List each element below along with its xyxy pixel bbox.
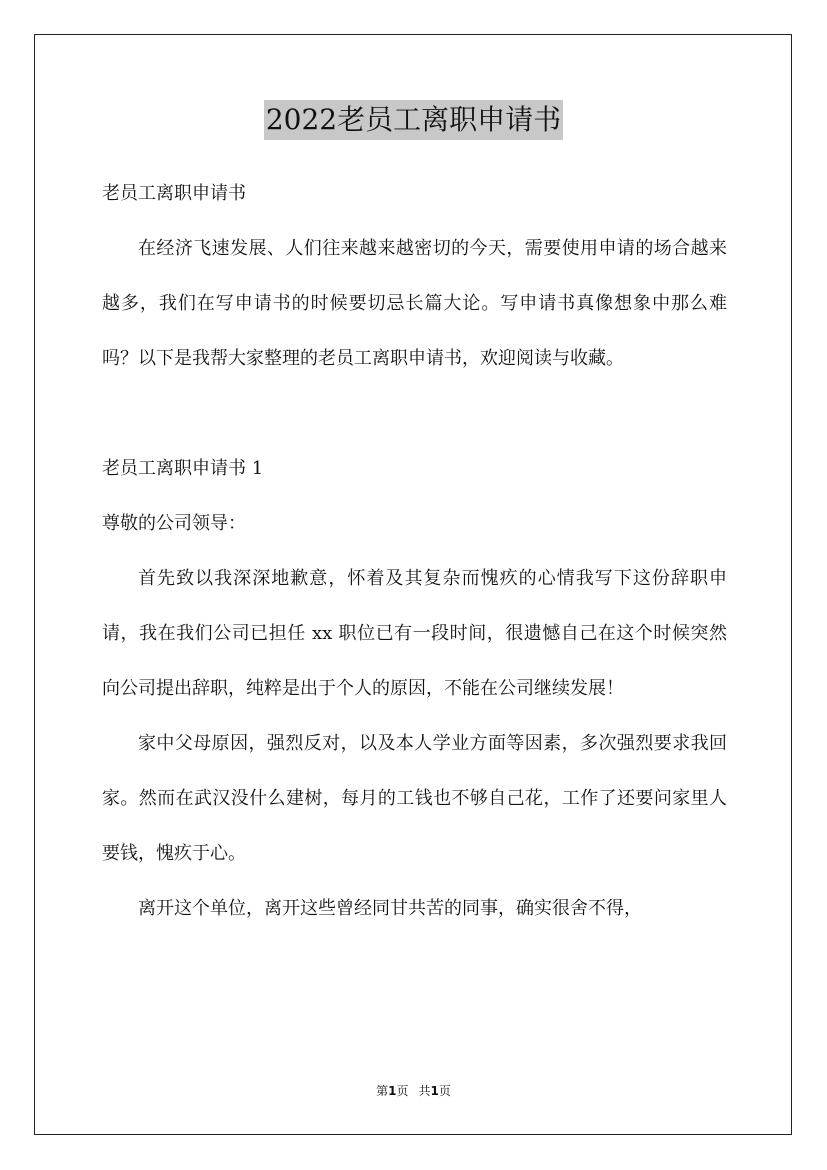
paragraph-spacer	[102, 386, 727, 441]
title-container	[0, 100, 827, 140]
footer-total-suffix: 页	[438, 1084, 451, 1098]
body-paragraph: 离开这个单位，离开这些曾经同甘共苦的同事，确实很舍不得，	[138, 898, 642, 919]
page-footer	[0, 1083, 827, 1099]
footer-total-number: 1	[430, 1084, 439, 1098]
section-heading: 老员工离职申请书 1	[102, 458, 264, 479]
footer-total-prefix: 共	[418, 1084, 431, 1098]
document-title: 2022老员工离职申请书	[264, 100, 563, 140]
footer-page-suffix: 页	[396, 1084, 409, 1098]
footer-page-number: 1	[388, 1084, 397, 1098]
footer-page-prefix: 第	[376, 1084, 389, 1098]
body-paragraph: 在经济飞速发展、人们往来越来越密切的今天，需要使用申请的场合越来越多，我们在写申请书的时候要切忌长篇大论。写申请书真像想象中那么难吗？以下是我帮大家整理的老员工离职申请书，欢迎阅读与收藏。	[102, 238, 727, 369]
document-body	[102, 166, 727, 936]
salutation: 尊敬的公司领导：	[102, 513, 246, 534]
body-paragraph: 老员工离职申请书	[102, 183, 246, 204]
body-paragraph: 家中父母原因，强烈反对，以及本人学业方面等因素，多次强烈要求我回家。然而在武汉没什么建树，每月的工钱也不够自己花，工作了还要问家里人要钱，愧疚于心。	[102, 733, 727, 864]
body-paragraph: 首先致以我深深地歉意，怀着及其复杂而愧疚的心情我写下这份辞职申请，我在我们公司已担任 xx 职位已有一段时间，很遗憾自己在这个时候突然向公司提出辞职，纯粹是出于个人的原因，不能在公司继续发展！	[102, 568, 727, 699]
